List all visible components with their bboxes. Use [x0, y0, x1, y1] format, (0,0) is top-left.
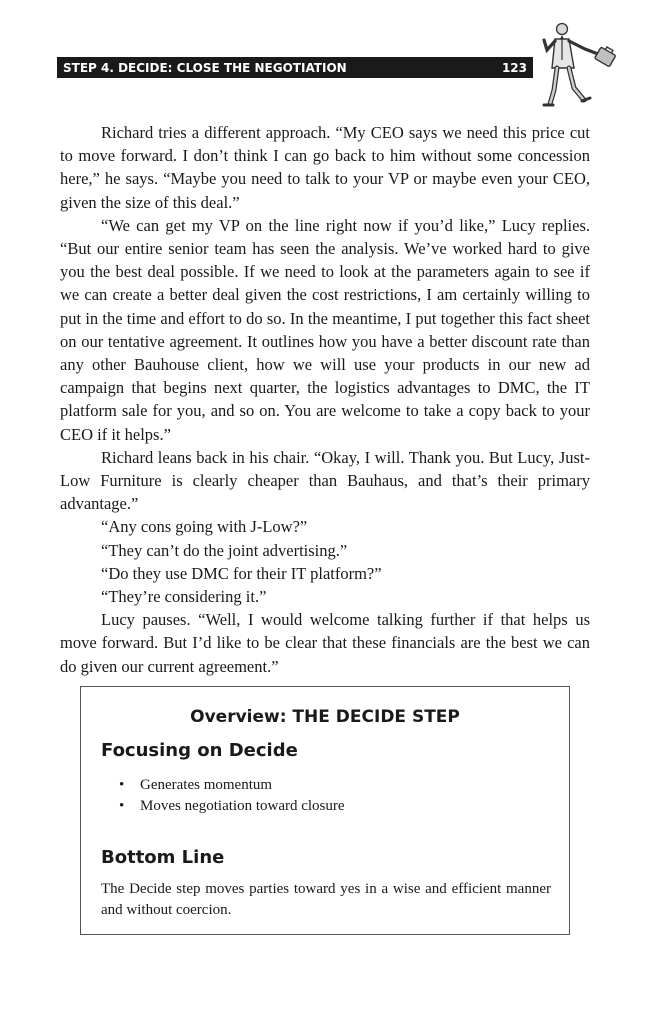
paragraph: Lucy pauses. “Well, I would welcome talking further if that helps us move forward. But I’d like to be clear that these financials are the best we can do given our current agreement.”	[60, 610, 590, 676]
body-text	[60, 121, 590, 678]
bottom-line-heading: Bottom Line	[101, 847, 225, 868]
running-header	[57, 57, 533, 78]
page-number: 123	[501, 60, 527, 75]
running-title: STEP 4. DECIDE: CLOSE THE NEGOTIATION	[63, 60, 347, 75]
overview-box	[80, 686, 570, 935]
paragraph: Richard tries a different approach. “My CEO says we need this price cut to move forward. I don’t think I can go back to him without some concession here,” he says. “Maybe you need to talk to your VP or maybe even your CEO, given the size of this deal.”	[60, 123, 590, 212]
paragraph: Richard leans back in his chair. “Okay, I will. Thank you. But Lucy, Just-Low Furniture is clearly cheaper than Bauhaus, and that’s their primary advantage.”	[60, 447, 590, 514]
bottom-line-text: The Decide step moves parties toward yes in a wise and efficient manner and without coercion.	[101, 881, 551, 918]
paragraph: “Do they use DMC for their IT platform?”	[101, 563, 382, 583]
focus-heading: Focusing on Decide	[101, 740, 298, 761]
paragraph: “They can’t do the joint advertising.”	[101, 540, 348, 560]
businessman-walking-with-briefcase-icon	[540, 20, 618, 110]
paragraph: “They’re considering it.”	[101, 587, 267, 607]
list-item: • Moves negotiation toward closure	[119, 796, 345, 817]
list-item: • Generates momentum	[119, 775, 345, 796]
paragraph: “We can get my VP on the line right now if you’d like,” Lucy replies. “But our entire senior team has seen the analysis. We’ve worked hard to give you the best deal possible. If we need to look at the parameters again to see if we can create a better deal given the cost restrictions, I am certainly willing to put in the time and effort to do so. In the meantime, I put together this fact sheet on our tentative agreement. It outlines how you have a better discount rate than any other Bauhouse client, how we will use your products in our new ad campaign that begins next quarter, the logistics advantages to DMC, the IT platform sale for you, and so on. You are welcome to take a copy back to your CEO if it helps.”	[60, 215, 590, 444]
overview-title: Overview: THE DECIDE STEP	[190, 707, 460, 727]
paragraph: “Any cons going with J-Low?”	[101, 517, 308, 537]
focus-list	[119, 775, 345, 817]
